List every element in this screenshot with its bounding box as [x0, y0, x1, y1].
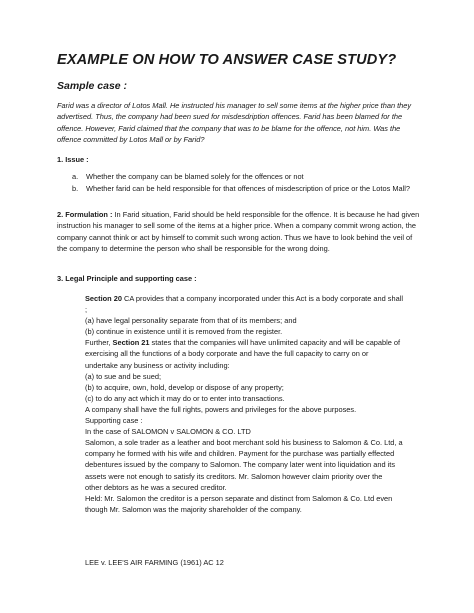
issue-text: Whether farid can be held responsible for that offences of misdescription of price or the Lotos Mall? — [86, 184, 410, 193]
formulation-paragraph — [57, 209, 422, 255]
footer-case-citation: LEE v. LEE'S AIR FARMING (1961) AC 12 — [85, 558, 224, 567]
section-ref: Section 21 — [112, 338, 150, 348]
page-title: EXAMPLE ON HOW TO ANSWER CASE STUDY? — [57, 52, 397, 68]
legal-line: (a) have legal personality separate from that of its members; and — [85, 316, 297, 326]
legal-line: other debtors as he was a secured creditor. — [85, 482, 227, 492]
formulation-label: 2. Formulation : — [57, 210, 113, 219]
legal-line: company he formed with his wife and children. Payment for the purchase was partially effected — [85, 449, 395, 459]
issue-text: Whether the company can be blamed solely for the offences or not — [86, 172, 304, 181]
legal-principle-body — [85, 293, 425, 515]
legal-line: Supporting case : — [85, 416, 143, 426]
issue-heading: 1. Issue : — [57, 155, 89, 164]
legal-line: In the case of SALOMON v SALOMON & CO. LTD — [85, 427, 251, 437]
sample-case-heading: Sample case : — [57, 80, 128, 92]
legal-line: A company shall have the full rights, powers and privileges for the above purposes. — [85, 404, 357, 414]
legal-line: exercising all the functions of a body corporate and have the full capacity to carry on or — [85, 349, 369, 359]
legal-line: Further, Section 21 states that the companies will have unlimited capacity and will be capable of — [85, 338, 401, 348]
formulation-text: In Farid situation, Farid should be held responsible for the offence. It is because he had given instruction his manager to sell some of the items at a higher price. When a company commit wrong action, the company cannot think or act by himself to commit such wrong action. Thus we have to look behind the veil of the company to determine the person who shall be responsible for the wrong doing. — [57, 210, 420, 254]
issue-item-a — [72, 171, 422, 182]
issue-marker: a. — [72, 172, 79, 181]
legal-line: undertake any business or activity including: — [85, 360, 230, 370]
legal-line: Salomon, a sole trader as a leather and boot merchant sold his business to Salomon & Co. Ltd, a — [85, 438, 403, 448]
section-ref: Section 20 — [85, 294, 122, 303]
legal-principle-heading: 3. Legal Principle and supporting case : — [57, 274, 197, 283]
issue-item-b — [72, 183, 422, 194]
legal-line: Section 20 CA provides that a company incorporated under this Act is a body corporate and shall — [85, 294, 403, 303]
legal-line: (a) to sue and be sued; — [85, 371, 162, 381]
sample-case-text: Farid was a director of Lotos Mall. He instructed his manager to sell some items at the higher price than they advertised. Thus, the company had been sued for misdesdription offences. Farid has been blamed for the offence. However, Farid claimed that the company that was to be blame for the offence, not him. Was the offence committed by Lotos Mall or by Farid? — [57, 101, 412, 145]
issue-marker: b. — [72, 184, 79, 193]
legal-line: though Mr. Salomon was the majority shareholder of the company. — [85, 504, 302, 514]
legal-line: (c) to do any act which it may do or to enter into transactions. — [85, 393, 285, 403]
legal-line: Held: Mr. Salomon the creditor is a person separate and distinct from Salomon & Co. Ltd even — [85, 493, 393, 503]
legal-line: (b) continue in existence until it is removed from the register. — [85, 327, 283, 337]
legal-line: ; — [85, 305, 88, 315]
legal-line: assets were not enough to satisfy its creditors. Mr. Salomon however claim priority over the — [85, 471, 383, 481]
legal-line: (b) to acquire, own, hold, develop or dispose of any property; — [85, 382, 284, 392]
legal-line: debentures issued by the company to Salomon. The company later went into liquidation and its — [85, 460, 396, 470]
